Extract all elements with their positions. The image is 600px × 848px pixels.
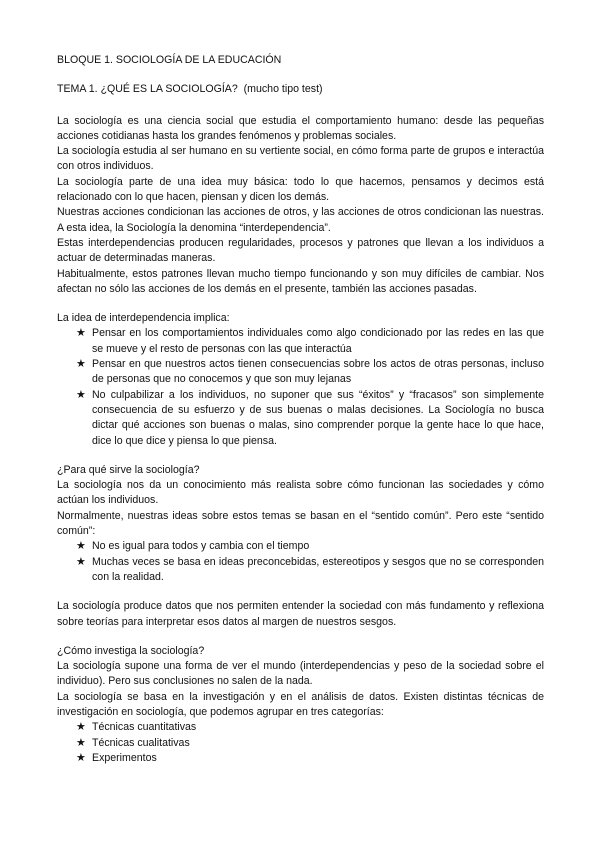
research-paragraph: La sociología se basa en la investigación y en el análisis de datos. Existen distintas técnicas de investigación en sociología, que podemos agrupar en tres categorías: <box>57 690 544 718</box>
list-item <box>57 357 544 388</box>
list-item-text: No culpabilizar a los individuos, no suponer que sus “éxitos” y “fracasos” son simplemente consecuencia de su esfuerzo y de sus buenas o malas decisiones. La Sociología no busca dictar qué acciones son buenas o malas, sino comprender porque la gente hace lo que hace, dice lo que dice y piensa lo que piensa. <box>92 388 544 447</box>
research-paragraph: La sociología supone una forma de ver el mundo (interdependencias y peso de la sociedad sobre el individuo). Pero sus conclusiones no salen de la nada. <box>57 660 544 688</box>
list-item <box>57 388 544 449</box>
list-item-text: Pensar en los comportamientos individuales como algo condicionado por las redes en las que se mueve y el resto de personas con las que interactúa <box>92 327 544 355</box>
interdependence-heading: La idea de interdependencia implica: <box>57 312 230 325</box>
research-heading: ¿Cómo investiga la sociología? <box>57 644 205 657</box>
star-bullet-icon: ★ <box>76 721 86 734</box>
star-bullet-icon: ★ <box>76 327 86 340</box>
list-item <box>57 720 544 735</box>
theme-title <box>57 82 544 97</box>
purpose-paragraph: La sociología nos da un conocimiento más realista sobre cómo funcionan las sociedades y cómo actúan los individuos. <box>57 479 544 507</box>
interdependence-list <box>57 326 544 448</box>
interdependence-section <box>57 311 544 449</box>
intro-paragraph: Nuestras acciones condicionan las acciones de otros, y las acciones de otros condicionan las nuestras. A esta idea, la Sociología la denomina “interdependencia”. <box>57 206 544 234</box>
research-list <box>57 720 544 766</box>
list-item-text: Técnicas cuantitativas <box>92 721 197 734</box>
intro-section <box>57 114 544 298</box>
purpose-list <box>57 539 544 585</box>
list-item-text: Muchas veces se basa en ideas preconcebidas, estereotipos y sesgos que no se corresponden con la realidad. <box>92 555 544 583</box>
list-item-text: Pensar en que nuestros actos tienen consecuencias sobre los actos de otras personas, incluso de personas que no conocemos y que son muy lejanas <box>92 358 544 386</box>
research-section <box>57 644 544 766</box>
purpose-section <box>57 463 544 630</box>
star-bullet-icon: ★ <box>76 751 86 764</box>
star-bullet-icon: ★ <box>76 540 86 553</box>
intro-paragraph: La sociología parte de una idea muy básica: todo lo que hacemos, pensamos y decimos está relacionado con lo que hacen, piensan y dicen los demás. <box>57 175 544 204</box>
list-item <box>57 751 544 766</box>
list-item-text: Experimentos <box>92 751 157 764</box>
star-bullet-icon: ★ <box>76 736 86 749</box>
star-bullet-icon: ★ <box>76 358 86 371</box>
theme-title-text: TEMA 1. ¿QUÉ ES LA SOCIOLOGÍA? <box>57 83 238 96</box>
list-item-text: No es igual para todos y cambia con el tiempo <box>92 540 310 553</box>
intro-paragraph: Estas interdependencias producen regularidades, procesos y patrones que llevan a los individuos a actuar de determinadas maneras. <box>57 236 544 265</box>
list-item <box>57 539 544 554</box>
purpose-closing: La sociología produce datos que nos permiten entender la sociedad con más fundamento y reflexiona sobre teorías para interpretar esos datos al margen de nuestros sesgos. <box>57 600 544 628</box>
intro-paragraph: La sociología estudia al ser humano en su vertiente social, en cómo forma parte de grupos e interactúa con otros individuos. <box>57 145 544 173</box>
list-item <box>57 326 544 357</box>
star-bullet-icon: ★ <box>76 555 86 568</box>
document-content <box>57 53 544 766</box>
purpose-heading: ¿Para qué sirve la sociología? <box>57 463 200 476</box>
star-bullet-icon: ★ <box>76 388 86 401</box>
block-title: BLOQUE 1. SOCIOLOGÍA DE LA EDUCACIÓN <box>57 54 282 66</box>
list-item-text: Técnicas cualitativas <box>92 736 190 749</box>
list-item <box>57 555 544 586</box>
intro-paragraph: Habitualmente, estos patrones llevan mucho tiempo funcionando y son muy difíciles de cambiar. Nos afectan no sólo las acciones de los demás en el presente, también las acciones pasadas. <box>57 267 544 295</box>
list-item <box>57 736 544 751</box>
intro-paragraph: La sociología es una ciencia social que estudia el comportamiento humano: desde las pequeñas acciones cotidianas hasta los grandes fenómenos y problemas sociales. <box>57 114 544 142</box>
theme-title-note: (mucho tipo test) <box>243 83 323 96</box>
purpose-paragraph: Normalmente, nuestras ideas sobre estos temas se basan en el “sentido común”. Pero este “sentido común”: <box>57 509 544 538</box>
